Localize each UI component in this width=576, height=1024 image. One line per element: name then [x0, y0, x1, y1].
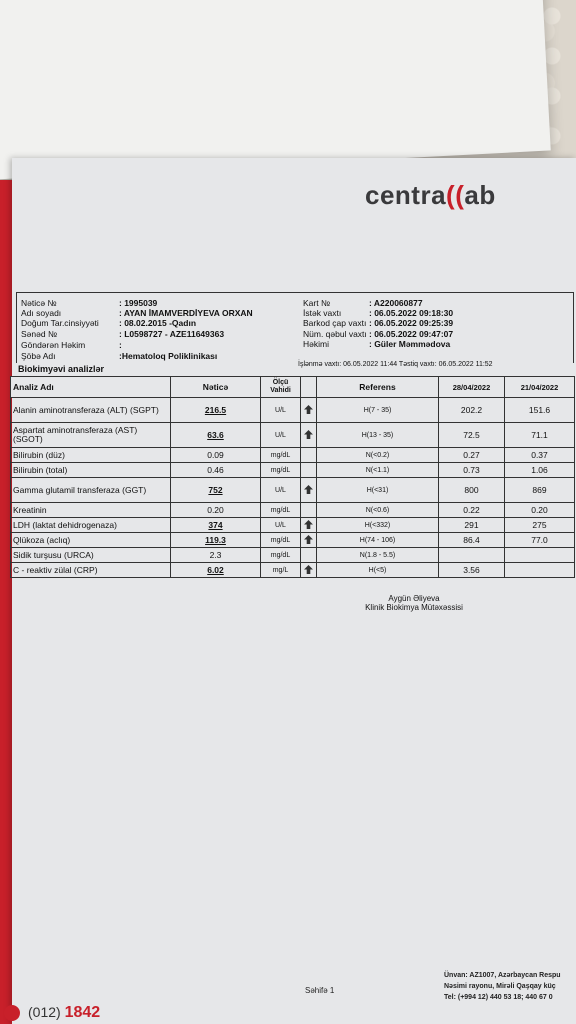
department-row	[21, 351, 217, 361]
result-cell: 216.5	[171, 398, 261, 423]
result-cell: 374	[171, 518, 261, 533]
result-no-value: : 1995039	[119, 298, 158, 308]
reference-cell: H(<5)	[317, 563, 439, 578]
flag-cell	[301, 533, 317, 548]
physician-value: : Güler Məmmədova	[369, 339, 451, 349]
analysis-name-cell: LDH (laktat dehidrogenaza)	[11, 518, 171, 533]
unit-cell: mg/dL	[261, 548, 301, 563]
reference-cell: N(1.8 - 5.5)	[317, 548, 439, 563]
unit-cell: mg/dL	[261, 448, 301, 463]
centralab-logo	[365, 180, 496, 211]
unit-cell: U/L	[261, 423, 301, 448]
result-cell: 6.02	[171, 563, 261, 578]
physician-label: Həkimi	[303, 339, 329, 349]
table-row	[11, 548, 575, 563]
flag-cell	[301, 398, 317, 423]
table-row	[11, 463, 575, 478]
col-history-1: 28/04/2022	[439, 377, 505, 398]
flag-cell	[301, 518, 317, 533]
birth-row	[21, 318, 196, 328]
flag-cell	[301, 463, 317, 478]
history-2-cell: 275	[505, 518, 575, 533]
flag-cell	[301, 448, 317, 463]
result-cell: 2.3	[171, 548, 261, 563]
phone-icon	[4, 1005, 20, 1021]
history-2-cell: 0.37	[505, 448, 575, 463]
col-reference: Referens	[317, 377, 439, 398]
history-1-cell: 72.5	[439, 423, 505, 448]
card-value: : A220060877	[369, 298, 423, 308]
logo-text-b: ab	[464, 180, 496, 210]
document-value: : L0598727 - AZE11649363	[119, 329, 225, 339]
history-2-cell: 77.0	[505, 533, 575, 548]
results-body	[11, 398, 575, 578]
up-arrow-icon	[304, 430, 313, 439]
document-label: Sənəd №	[21, 329, 58, 339]
table-row	[11, 518, 575, 533]
barcode-time-value: : 06.05.2022 09:25:39	[369, 318, 454, 328]
card-label: Kart №	[303, 298, 331, 308]
flag-cell	[301, 478, 317, 503]
phone-number: 1842	[64, 1004, 101, 1021]
analysis-name-cell: Bilirubin (total)	[11, 463, 171, 478]
report-paper	[12, 158, 576, 1024]
order-time-value: : 06.05.2022 09:18:30	[369, 308, 454, 318]
footer-address	[444, 970, 561, 1003]
history-2-cell: 1.06	[505, 463, 575, 478]
unit-cell: U/L	[261, 398, 301, 423]
unit-cell: U/L	[261, 478, 301, 503]
signature-block	[352, 594, 476, 612]
order-time-row	[303, 308, 453, 318]
document-row	[21, 329, 224, 339]
flag-cell	[301, 563, 317, 578]
reference-cell: H(7 - 35)	[317, 398, 439, 423]
unit-cell: U/L	[261, 518, 301, 533]
results-table	[10, 376, 575, 578]
col-flag	[301, 377, 317, 398]
logo-mark: ((	[446, 180, 465, 210]
footer-phone	[4, 1004, 100, 1022]
history-1-cell: 202.2	[439, 398, 505, 423]
doctor-value: :	[119, 340, 122, 350]
analysis-name-cell: Qlükoza (aclıq)	[11, 533, 171, 548]
section-title: Biokimyəvi analizlər	[18, 364, 105, 374]
name-value: : AYAN İMAMVERDİYEVA ORXAN	[119, 308, 253, 318]
table-row	[11, 448, 575, 463]
received-time-value: : 06.05.2022 09:47:07	[369, 329, 454, 339]
unit-cell: mg/dL	[261, 463, 301, 478]
flag-cell	[301, 503, 317, 518]
flag-cell	[301, 423, 317, 448]
page-number: Səhifə 1	[305, 986, 335, 995]
history-1-cell: 3.56	[439, 563, 505, 578]
received-time-row	[303, 329, 453, 339]
patient-header	[16, 292, 574, 363]
col-result: Nəticə	[171, 377, 261, 398]
table-row	[11, 563, 575, 578]
order-time-label: İstək vaxtı	[303, 308, 342, 318]
history-1-cell: 0.27	[439, 448, 505, 463]
physician-row	[303, 339, 450, 349]
birth-label: Doğum Tar.cinsiyyəti	[21, 318, 99, 328]
phone-prefix: (012)	[28, 1004, 61, 1020]
signature-name: Aygün Əliyeva	[388, 594, 440, 603]
reference-cell: H(13 - 35)	[317, 423, 439, 448]
result-no-label: Nəticə №	[21, 298, 57, 308]
unit-cell: mg/dL	[261, 533, 301, 548]
reference-cell: H(74 - 106)	[317, 533, 439, 548]
up-arrow-icon	[304, 520, 313, 529]
analysis-name-cell: Sidik turşusu (URCA)	[11, 548, 171, 563]
result-cell: 752	[171, 478, 261, 503]
logo-text-a: centra	[365, 180, 447, 210]
barcode-time-row	[303, 318, 453, 328]
result-cell: 0.09	[171, 448, 261, 463]
flag-cell	[301, 548, 317, 563]
card-row	[303, 298, 423, 308]
department-value: :Hematoloq Poliklinikası	[119, 351, 218, 361]
analysis-name-cell: Bilirubin (düz)	[11, 448, 171, 463]
up-arrow-icon	[304, 535, 313, 544]
history-1-cell: 0.22	[439, 503, 505, 518]
doctor-row	[21, 340, 122, 350]
result-cell: 119.3	[171, 533, 261, 548]
history-2-cell	[505, 563, 575, 578]
table-row	[11, 533, 575, 548]
reference-cell: N(<0.6)	[317, 503, 439, 518]
reference-cell: N(<0.2)	[317, 448, 439, 463]
barcode-time-label: Barkod çap vaxtı	[303, 318, 367, 328]
table-header-row	[11, 377, 575, 398]
result-cell: 0.20	[171, 503, 261, 518]
col-history-2: 21/04/2022	[505, 377, 575, 398]
history-2-cell: 71.1	[505, 423, 575, 448]
history-2-cell: 151.6	[505, 398, 575, 423]
analysis-name-cell: C - reaktiv zülal (CRP)	[11, 563, 171, 578]
col-unit: Ölçü Vahidi	[261, 377, 301, 398]
unit-cell: mg/dL	[261, 503, 301, 518]
reference-cell: H(<332)	[317, 518, 439, 533]
signature-title: Klinik Biokimya Mütəxəssisi	[365, 603, 463, 612]
department-label: Şöbə Adı	[21, 351, 56, 361]
history-1-cell: 86.4	[439, 533, 505, 548]
up-arrow-icon	[304, 405, 313, 414]
history-1-cell: 0.73	[439, 463, 505, 478]
reference-cell: N(<1.1)	[317, 463, 439, 478]
name-row	[21, 308, 253, 318]
col-analysis-name: Analiz Adı	[11, 377, 171, 398]
result-cell: 63.6	[171, 423, 261, 448]
result-cell: 0.46	[171, 463, 261, 478]
history-1-cell	[439, 548, 505, 563]
table-row	[11, 478, 575, 503]
up-arrow-icon	[304, 485, 313, 494]
table-row	[11, 503, 575, 518]
unit-cell: mg/L	[261, 563, 301, 578]
doctor-label: Göndərən Həkim	[21, 340, 86, 350]
analysis-name-cell: Kreatinin	[11, 503, 171, 518]
up-arrow-icon	[304, 565, 313, 574]
analysis-name-cell: Alanin aminotransferaza (ALT) (SGPT)	[11, 398, 171, 423]
history-2-cell: 0.20	[505, 503, 575, 518]
overlapping-paper-sheet	[0, 0, 551, 180]
history-1-cell: 291	[439, 518, 505, 533]
address-line-1: Ünvan: AZ1007, Azərbaycan Respu	[444, 972, 561, 979]
birth-value: : 08.02.2015 -Qadın	[119, 318, 197, 328]
analysis-name-cell: Gamma glutamil transferaza (GGT)	[11, 478, 171, 503]
received-time-label: Nüm. qəbul vaxtı	[303, 329, 367, 339]
processing-timestamps: İşlənmə vaxtı: 06.05.2022 11:44 Təstiq vaxtı: 06.05.2022 11:52	[298, 361, 493, 368]
address-line-2: Nəsimi rayonu, Mirəli Qaşqay küç	[444, 983, 556, 990]
history-2-cell	[505, 548, 575, 563]
address-line-3: Tel: (+994 12) 440 53 18; 440 67 0	[444, 994, 553, 1001]
table-row	[11, 398, 575, 423]
name-label: Adı soyadı	[21, 308, 62, 318]
table-row	[11, 423, 575, 448]
history-1-cell: 800	[439, 478, 505, 503]
analysis-name-cell: Aspartat aminotransferaza (AST) (SGOT)	[11, 423, 171, 448]
result-no-row	[21, 298, 157, 308]
history-2-cell: 869	[505, 478, 575, 503]
reference-cell: H(<31)	[317, 478, 439, 503]
